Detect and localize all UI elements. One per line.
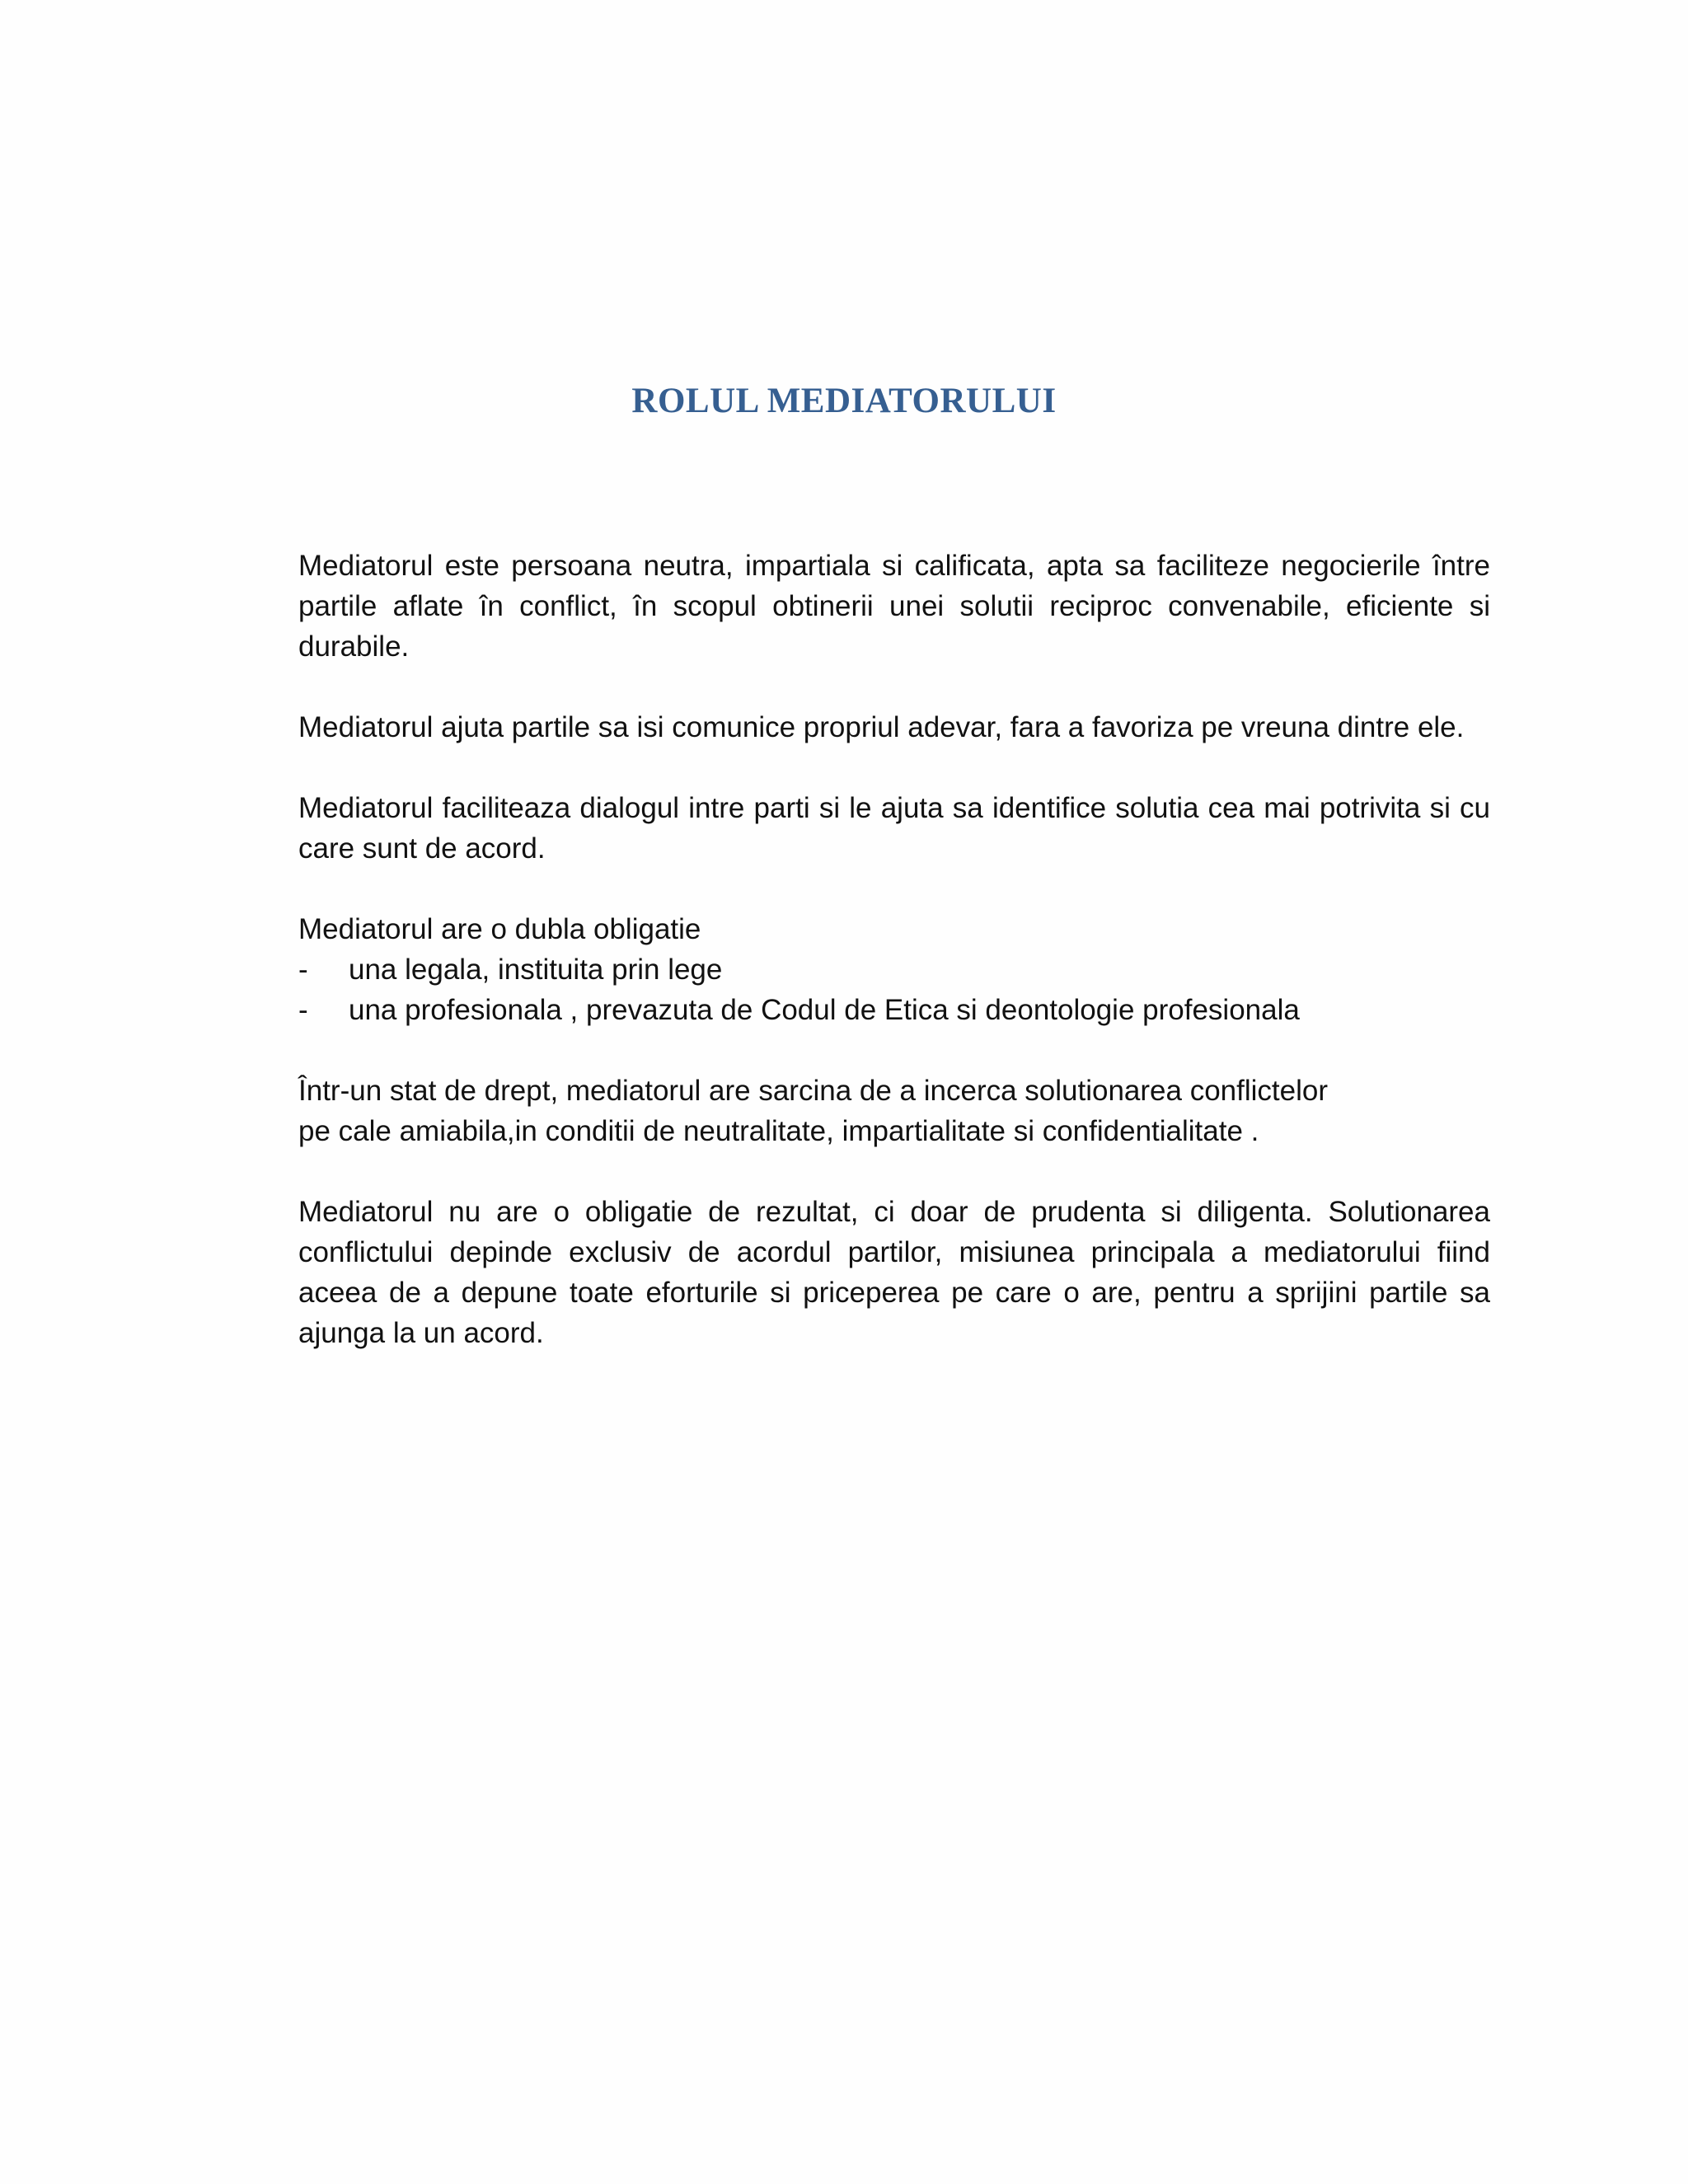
paragraph-truth: Mediatorul ajuta partile sa isi comunice propriul adevar, fara a favoriza pe vreuna dintre ele. [298,711,1465,743]
obligations-list [298,949,1490,1030]
paragraph-dialogue: Mediatorul faciliteaza dialogul intre parti si le ajuta sa identifice solutia cea mai potrivita si cu care sunt de acord. [298,792,1490,865]
list-item-text: una profesionala , prevazuta de Codul de Etica si deontologie profesionala [349,994,1300,1026]
list-marker: - [298,954,308,986]
list-marker: - [298,994,308,1026]
rule-of-law-line-1: Într-un stat de drept, mediatorul are sarcina de a incerca solutionarea conflictelor [298,1075,1328,1107]
page-title: ROLUL MEDIATORULUI [631,382,1057,420]
paragraph-rule-of-law [298,1071,1490,1151]
list-item [298,990,1490,1030]
list-item [298,949,1490,990]
paragraph-definition: Mediatorul este persoana neutra, impartiala si calificata, apta sa faciliteze negocierile între partile aflate în conflict, în scopul obtinerii unei solutii reciproc convenabile, eficiente si durabile. [298,550,1490,663]
rule-of-law-line-2: pe cale amiabila,in conditii de neutralitate, impartialitate si confidentialitate . [298,1115,1259,1147]
paragraph-obligations [298,909,1490,1030]
document-body [298,546,1490,1394]
paragraph-no-result-obligation: Mediatorul nu are o obligatie de rezultat, ci doar de prudenta si diligenta. Solutionarea conflictului depinde exclusiv de acordul partilor, misiunea principala a mediatorului fiind aceea de a depune toate eforturile si priceperea pe care o are, pentru a sprijini partile sa ajunga la un acord. [298,1196,1490,1349]
obligations-intro: Mediatorul are o dubla obligatie [298,913,701,945]
list-item-text: una legala, instituita prin lege [349,954,723,986]
